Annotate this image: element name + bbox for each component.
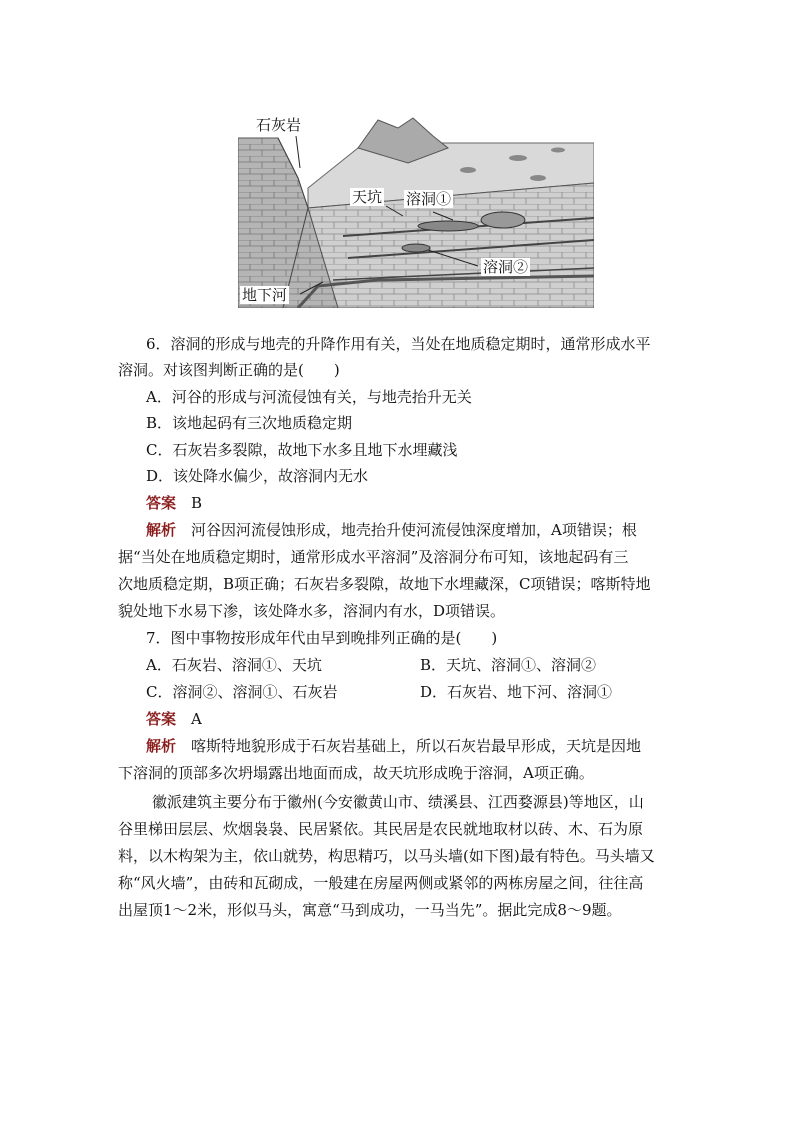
q7-explanation-line-2: 下溶洞的顶部多次坍塌露出地面而成，故天坑形成晚于溶洞，A项正确。 xyxy=(118,764,594,782)
label-limestone: 石灰岩 xyxy=(256,116,302,134)
q6-stem-line-2: 溶洞。对该图判断正确的是( ) xyxy=(118,361,340,379)
q7-answer-label: 答案 xyxy=(146,710,177,728)
q7-answer xyxy=(146,707,202,731)
q6-answer-label: 答案 xyxy=(146,494,177,512)
q6-explanation-text-1: 河谷因河流侵蚀形成，地壳抬升使河流侵蚀深度增加，A项错误；根 xyxy=(191,521,637,539)
label-cave-1: 溶洞① xyxy=(406,190,452,208)
q7-stem: 7．图中事物按形成年代由早到晚排列正确的是( ) xyxy=(146,629,498,647)
q6-option-a: A．河谷的形成与河流侵蚀有关，与地壳抬升无关 xyxy=(146,388,472,406)
q6-stem-line-1: 6．溶洞的形成与地壳的升降作用有关，当处在地质稳定期时，通常形成水平 xyxy=(146,335,651,353)
q7-option-d: D．石灰岩、地下河、溶洞① xyxy=(420,683,613,701)
q6-option-d: D．该处降水偏少，故溶洞内无水 xyxy=(146,467,369,485)
q7-explanation-line-1 xyxy=(146,734,641,758)
q6-answer-value: B xyxy=(191,494,203,512)
passage-line-3: 料，以木构架为主，依山就势，构思精巧，以马头墙(如下图)最有特色。马头墙又 xyxy=(118,847,655,865)
label-sinkhole: 天坑 xyxy=(352,188,383,206)
q6-answer xyxy=(146,491,202,515)
q7-explanation-text-1: 喀斯特地貌形成于石灰岩基础上，所以石灰岩最早形成，天坑是因地 xyxy=(191,737,642,755)
q7-explanation-label: 解析 xyxy=(146,737,177,755)
karst-block-diagram xyxy=(238,108,594,308)
passage-line-2: 谷里梯田层层、炊烟袅袅、民居紧依。其民居是农民就地取材以砖、木、石为原 xyxy=(118,820,644,838)
q7-option-b: B．天坑、溶洞①、溶洞② xyxy=(420,656,597,674)
q6-explanation-line-2: 据“当处在地质稳定期时，通常形成水平溶洞”及溶洞分布可知，该地起码有三 xyxy=(118,548,629,566)
q6-explanation-line-1 xyxy=(146,518,637,542)
q6-explanation-line-3: 次地质稳定期，B项正确；石灰岩多裂隙，故地下水埋藏深，C项错误；喀斯特地 xyxy=(118,575,651,593)
karst-diagram-illustration xyxy=(238,108,594,308)
q6-option-b: B．该地起码有三次地质稳定期 xyxy=(146,414,353,432)
label-underground-river: 地下河 xyxy=(242,286,288,304)
q6-option-c: C．石灰岩多裂隙，故地下水多且地下水埋藏浅 xyxy=(146,441,458,459)
q6-explanation-line-4: 貌处地下水易下渗，该处降水多，溶洞内有水，D项错误。 xyxy=(118,602,506,620)
q7-answer-value: A xyxy=(191,710,202,728)
label-cave-2: 溶洞② xyxy=(483,258,529,276)
q7-option-a: A．石灰岩、溶洞①、天坑 xyxy=(146,656,322,674)
passage-line-4: 称“风火墙”，由砖和瓦砌成，一般建在房屋两侧或紧邻的两栋房屋之间，往往高 xyxy=(118,874,644,892)
passage-line-1: 徽派建筑主要分布于徽州(今安徽黄山市、绩溪县、江西婺源县)等地区，山 xyxy=(152,793,644,811)
passage-line-5: 出屋顶1～2米，形似马头，寓意“马到成功，一马当先”。据此完成8～9题。 xyxy=(118,901,622,919)
q6-explanation-label: 解析 xyxy=(146,521,177,539)
q7-option-c: C．溶洞②、溶洞①、石灰岩 xyxy=(146,683,338,701)
